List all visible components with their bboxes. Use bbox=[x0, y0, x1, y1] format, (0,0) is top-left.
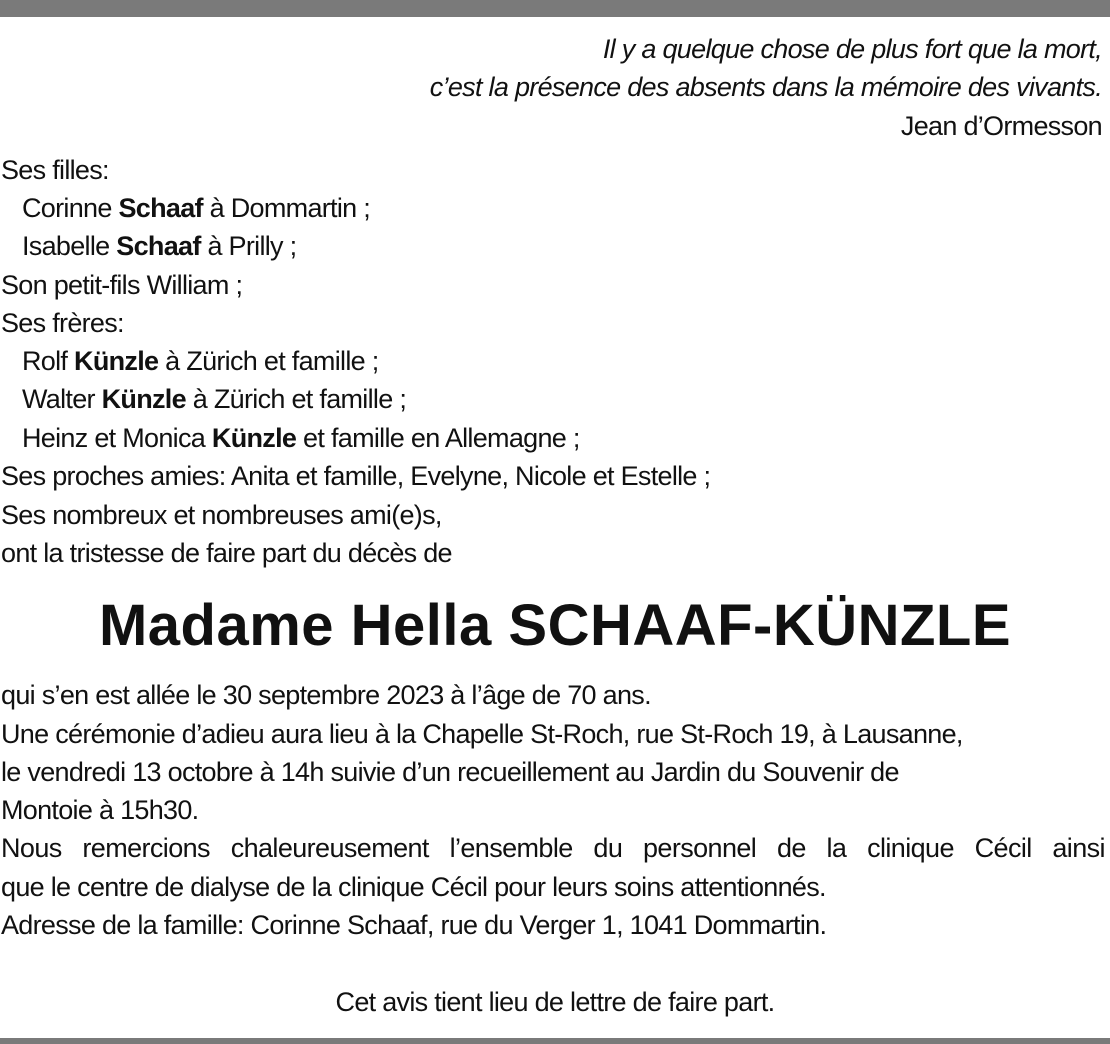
body-line-3: le vendredi 13 octobre à 14h suivie d’un recueillement au Jardin du Souvenir de bbox=[1, 757, 899, 787]
announcement: ont la tristesse de faire part du décès de bbox=[1, 538, 452, 568]
brothers-heading: Ses frères: bbox=[1, 308, 124, 338]
bottom-rule bbox=[0, 1038, 1110, 1044]
deceased-name: Madame Hella SCHAAF-KÜNZLE bbox=[98, 593, 1012, 658]
body-line-7: Adresse de la famille: Corinne Schaaf, rue du Verger 1, 1041 Dommartin. bbox=[1, 910, 827, 940]
body-line-5-word: chaleureusement bbox=[230, 833, 429, 863]
body-line-5-word: remercions bbox=[82, 833, 210, 863]
body-line-5 bbox=[1, 829, 1105, 867]
grandson: Son petit-fils William ; bbox=[1, 270, 243, 300]
brother-2-place: à Zürich et famille ; bbox=[192, 384, 407, 414]
daughter-1-first: Corinne bbox=[22, 193, 112, 223]
brother-1-first: Rolf bbox=[22, 346, 68, 376]
body-line-5-word: l’ensemble bbox=[449, 833, 573, 863]
body-line-5-word: de bbox=[776, 833, 806, 863]
body-line-5-word: Nous bbox=[1, 833, 62, 863]
daughter-2-place: à Prilly ; bbox=[207, 231, 297, 261]
body-line-5-word: la bbox=[826, 833, 847, 863]
footer-note: Cet avis tient lieu de lettre de faire part. bbox=[335, 987, 775, 1017]
quote-author: Jean d’Ormesson bbox=[900, 111, 1102, 141]
body-line-5-word: du bbox=[593, 833, 623, 863]
quote-line-1: Il y a quelque chose de plus fort que la mort, bbox=[602, 34, 1102, 64]
top-rule bbox=[0, 0, 1110, 17]
brother-3-last: Künzle bbox=[211, 423, 297, 453]
brother-2 bbox=[22, 380, 406, 418]
brother-1-place: à Zürich et famille ; bbox=[165, 346, 379, 376]
daughter-2-first: Isabelle bbox=[22, 231, 110, 261]
body-line-6: que le centre de dialyse de la clinique Cécil pour leurs soins attentionnés. bbox=[1, 872, 826, 902]
daughter-1-place: à Dommartin ; bbox=[209, 193, 371, 223]
brother-1 bbox=[22, 342, 379, 380]
body-line-4: Montoie à 15h30. bbox=[1, 795, 199, 825]
body-line-5-word: ainsi bbox=[1052, 833, 1105, 863]
body-line-1: qui s’en est allée le 30 septembre 2023 à l’âge de 70 ans. bbox=[1, 680, 651, 710]
daughter-1-last: Schaaf bbox=[118, 193, 203, 223]
daughter-1 bbox=[22, 189, 370, 227]
body-line-2: Une cérémonie d’adieu aura lieu à la Chapelle St-Roch, rue St-Roch 19, à Lausanne, bbox=[1, 719, 963, 749]
brother-2-first: Walter bbox=[22, 384, 95, 414]
quote-line-2: c’est la présence des absents dans la mémoire des vivants. bbox=[429, 72, 1102, 102]
daughter-2 bbox=[22, 227, 296, 265]
close-friends: Ses proches amies: Anita et famille, Evelyne, Nicole et Estelle ; bbox=[1, 461, 711, 491]
body-line-5-word: Cécil bbox=[974, 833, 1032, 863]
brother-3 bbox=[22, 419, 580, 457]
body-line-5-word: personnel bbox=[643, 833, 757, 863]
friends: Ses nombreux et nombreuses ami(e)s, bbox=[1, 500, 442, 530]
brother-3-place: et famille en Allemagne ; bbox=[303, 423, 580, 453]
body-line-5-word: clinique bbox=[867, 833, 954, 863]
brother-3-first: Heinz et Monica bbox=[22, 423, 206, 453]
daughter-2-last: Schaaf bbox=[116, 231, 201, 261]
brother-2-last: Künzle bbox=[101, 384, 186, 414]
brother-1-last: Künzle bbox=[74, 346, 159, 376]
daughters-heading: Ses filles: bbox=[1, 155, 109, 185]
